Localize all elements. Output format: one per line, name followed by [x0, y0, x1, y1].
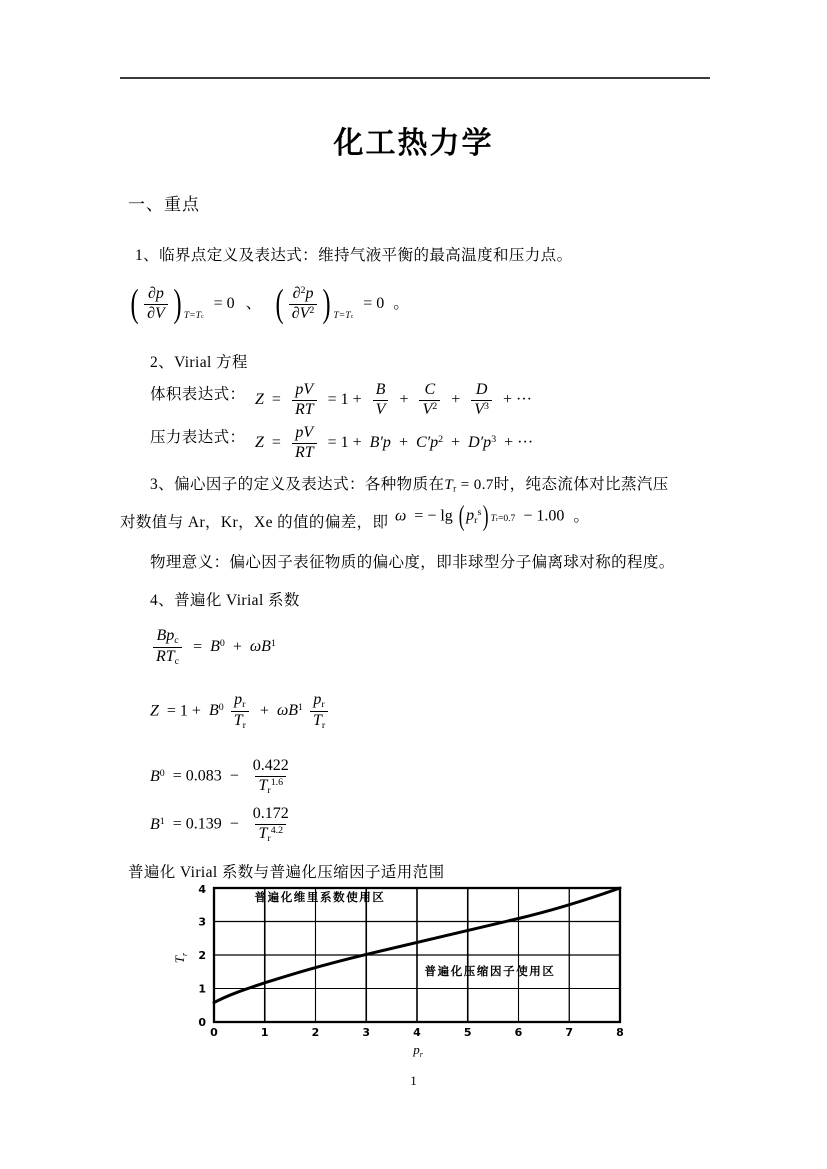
equals-zero-1 [214, 296, 235, 312]
chart-y-tick-labels [198, 883, 206, 1029]
formula-critical-point [128, 282, 410, 326]
item-3-line-2 [120, 510, 388, 536]
chart-svg [168, 882, 638, 1057]
item-3-body-b: 时，纯态流体对比蒸汽压 [493, 476, 669, 493]
item-3-physical-meaning: 物理意义：偏心因子表征物质的偏心度，即非球型分子偏离球对称的程度。 [150, 554, 675, 571]
paren-left-omega: ( [458, 501, 465, 533]
formula-virial-volume: Z = $\frac{pV}{RT}$ = 1 + $\frac{B}{V}$ + $\frac{C}{V^2}$ + $\frac{D}{V^3}$ + ··· [255, 381, 532, 418]
equals-zero-text-2: = 0 [363, 295, 385, 313]
paren-subscript-omega: T r =0.7 [490, 513, 516, 525]
y-tick-0: 0 [198, 1016, 206, 1029]
paren-subscript-2 [333, 311, 353, 323]
z-symbol-gen: Z [150, 702, 159, 720]
d-numerator: D [475, 381, 488, 398]
item-1-number: 1、 [135, 247, 160, 264]
omega-b1-term: $\omega B^1$ [249, 638, 276, 656]
y-tick-4: 4 [198, 883, 206, 896]
chart-x-axis-label: $p_r$ [413, 1042, 423, 1057]
x-tick-0: 0 [210, 1026, 218, 1039]
period-mark-2: 。 [573, 507, 590, 525]
subscript-c: c [200, 313, 204, 320]
b1-frac-numerator: 0.172 [252, 805, 289, 822]
paren-right: ) [173, 282, 182, 326]
rtc-denominator: RTc [153, 647, 182, 667]
omega-symbol: ω [395, 507, 407, 525]
chart-y-axis-label: $T_r$ [172, 952, 189, 964]
rt-denominator-2: RT [292, 443, 317, 462]
applicability-range-chart [168, 882, 638, 1057]
pv-numerator-2: pV [295, 424, 314, 441]
tr-denominator-1: Tr [231, 711, 249, 731]
item-2-body: Virial 方程 [174, 354, 248, 371]
b1-fraction [250, 806, 292, 844]
b0-fraction [250, 758, 292, 796]
v3-denominator: $V^3$ [471, 400, 492, 419]
tr-condition: Tr = 0.7 [444, 477, 494, 495]
v-order: 2 [309, 304, 315, 316]
formula-generalized-z: $Z = 1 + B^0$ $\frac{pr}{Tr}$ + $\omega B^1$ $\frac{pr}{Tr}$ [150, 692, 331, 731]
partial-symbol: ∂ [292, 285, 301, 303]
x-tick-4: 4 [413, 1026, 421, 1039]
d-prime-p3: $D'p^3$ [468, 433, 497, 451]
pressure-expression-label: 压力表达式： [150, 429, 246, 446]
header-rule [120, 77, 710, 79]
c-numerator: C [424, 381, 436, 398]
x-tick-2: 2 [311, 1026, 320, 1039]
paren-left-2: ( [275, 282, 284, 326]
item-2-number: 2、 [150, 354, 175, 371]
fraction-denominator: ∂V [144, 304, 168, 323]
pr-numerator-2: pr [313, 691, 325, 710]
x-tick-5: 5 [463, 1026, 472, 1039]
chart-annotation-virial-region: 普遍化维里系数使用区 [254, 890, 386, 904]
subscript-c-2: c [350, 313, 354, 320]
equals-zero-2 [363, 296, 384, 312]
v-denominator: V [373, 400, 389, 419]
item-3-body-a: 偏心因子的定义及表达式：各种物质在 [174, 476, 445, 493]
paren-right-omega: ) [483, 501, 489, 533]
item-1-text [135, 243, 572, 269]
bpc-over-rtc [153, 628, 182, 667]
fraction-2 [289, 286, 318, 323]
pv-over-rt [292, 382, 317, 419]
subscript-text-2: T=T [333, 310, 351, 322]
d-over-v3 [471, 382, 492, 419]
bpc-numerator: Bpc [156, 627, 179, 646]
equals-zero-text-1: = 0 [213, 295, 235, 313]
figure-caption: 普遍化 Virial 系数与普遍化压缩因子适用范围 [128, 864, 445, 881]
item-4-number: 4、 [150, 592, 175, 609]
volume-expression-label: 体积表达式： [150, 386, 246, 403]
x-tick-7: 7 [565, 1026, 574, 1039]
b-prime-p: B′p [369, 433, 391, 451]
c-over-v2 [419, 382, 440, 419]
b-over-v [373, 382, 389, 419]
chart-x-tick-labels [210, 1026, 624, 1039]
formula-second-derivative [273, 282, 385, 326]
fraction-numerator-2 [290, 286, 317, 304]
formula-first-derivative [128, 282, 235, 326]
paren-left: ( [130, 282, 139, 326]
x-tick-3: 3 [362, 1026, 371, 1039]
b0-frac-denominator: $Tr^{1.6}$ [255, 776, 286, 796]
z-symbol-v: Z [255, 391, 264, 409]
paren-subscript [184, 311, 204, 323]
chart-annotation-compressibility-region: 普遍化压缩因子使用区 [424, 964, 556, 978]
lg-operator: lg [440, 507, 453, 525]
b1-frac-denominator: $Tr^{4.2}$ [255, 824, 286, 844]
b1-lhs: $B^1$ [150, 815, 165, 833]
item-3-number: 3、 [150, 476, 175, 493]
paren-right-2: ) [322, 282, 331, 326]
fraction-denominator-2 [289, 304, 318, 323]
b0-lhs: $B^0$ [150, 767, 165, 785]
x-tick-6: 6 [514, 1026, 523, 1039]
item-4-text [150, 588, 300, 614]
section-heading-key-points: 一、重点 [128, 195, 200, 214]
formula-generalized-b: $\frac{\text{Bpc}}{\text{RTc}}$ = $B^0 + \omega B^1$ [150, 628, 276, 667]
item-2-text [150, 350, 248, 376]
period-mark-1: 。 [393, 295, 410, 313]
b1-exponent: 4.2 [270, 824, 284, 836]
paren-group-2 [273, 282, 354, 326]
tr-value: 0.7 [473, 477, 494, 493]
v2-denominator: $V^2$ [419, 400, 440, 419]
rt-denominator: RT [292, 400, 317, 419]
partial-v: ∂V [291, 305, 310, 323]
formula-b0: $B^0 = 0.083$ − $\frac{0.422}{Tr^{1.6}}$ [150, 758, 295, 796]
y-tick-3: 3 [198, 915, 206, 929]
omega-constant: 1.00 [536, 507, 565, 525]
subscript-text: T=T [183, 310, 201, 322]
pr-over-tr-1 [231, 692, 249, 731]
tr-denominator-2: Tr [310, 711, 328, 731]
formula-omega-definition: ω = − lg ( $pr^s$ ) T r =0.7 − 1.00 。 [395, 501, 590, 533]
pv-over-rt-2 [292, 425, 317, 462]
variable-p: p [305, 285, 314, 303]
page-number: 1 [410, 1073, 417, 1088]
y-tick-2: 2 [198, 949, 206, 962]
b0-constant: 0.083 [185, 767, 222, 785]
item-3-body-c: 对数值与 Ar，Kr，Xe 的值的偏差，即 [120, 514, 389, 531]
partial-order: 2 [300, 285, 306, 296]
z-symbol-p: Z [255, 433, 264, 451]
page-title: 化工热力学 [333, 126, 494, 161]
pr-over-tr-2 [310, 692, 328, 731]
b1-constant: 0.139 [185, 815, 222, 833]
reduced-sat-pressure: $pr^s$ [466, 507, 482, 526]
c-prime-p2: $C'p^2$ [415, 433, 444, 451]
formula-b1: $B^1 = 0.139$ − $\frac{0.172}{Tr^{4.2}}$ [150, 806, 295, 844]
y-tick-1: 1 [198, 982, 206, 996]
item-1-body: 临界点定义及表达式：维持气液平衡的最高温度和压力点。 [159, 247, 573, 264]
b0-term: $B^0$ [210, 638, 225, 656]
paren-group-omega [457, 501, 516, 533]
b0-exponent: 1.6 [270, 776, 284, 788]
b0-frac-numerator: 0.422 [252, 757, 289, 774]
x-tick-1: 1 [260, 1026, 269, 1039]
pv-numerator: pV [295, 381, 314, 399]
paren-group [128, 282, 204, 326]
omega-b1-term-2: $\omega B^1$ [276, 702, 303, 720]
pr-numerator-1: pr [234, 691, 246, 710]
list-separator: 、 [245, 295, 262, 313]
fraction-numerator: ∂p [147, 285, 164, 303]
x-tick-8: 8 [616, 1026, 624, 1039]
item-4-body: 普遍化 Virial 系数 [174, 592, 300, 609]
fraction [144, 286, 168, 323]
formula-virial-pressure: Z = $\frac{pV}{RT}$ = $1 + B'p + C'p^2 + D'p^3$ + ··· [255, 424, 534, 461]
item-3-line-1 [150, 472, 669, 498]
b0-term-2: $B^0$ [208, 702, 224, 720]
b-numerator: B [375, 381, 386, 399]
